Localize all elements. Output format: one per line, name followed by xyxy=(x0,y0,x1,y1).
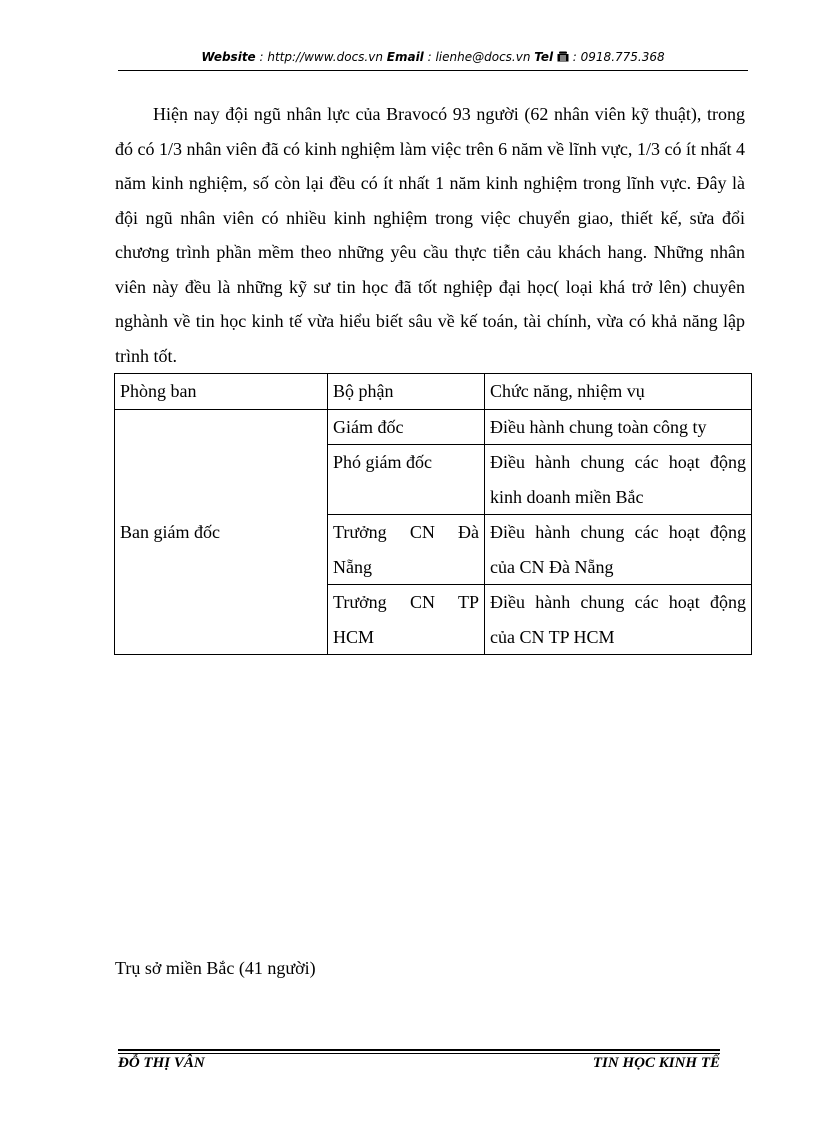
page-header xyxy=(118,50,748,65)
unit-line: Trưởng CN Đà xyxy=(333,522,479,542)
unit-cell xyxy=(328,585,485,655)
header-cell-unit: Bộ phận xyxy=(328,374,485,410)
email-value: : lienhe@docs.vn xyxy=(423,50,535,64)
footer-divider-thin xyxy=(118,1053,720,1054)
header-divider xyxy=(118,70,748,71)
unit-cell: Giám đốc xyxy=(328,409,485,445)
email-label: Email xyxy=(386,50,424,64)
duty-line: Điều hành chung các hoạt động xyxy=(490,452,746,472)
unit-cell xyxy=(328,515,485,585)
footer-subject: TIN HỌC KINH TẾ xyxy=(592,1055,720,1071)
intro-paragraph: Hiện nay đội ngũ nhân lực của Bravocó 93 người (62 nhân viên kỹ thuật), trong đó có 1/3 nhân viên đã có kinh nghiệm làm việc trên 6 năm về lĩnh vực, 1/3 có ít nhất 4 năm kinh nghiệm, số còn lại đều có ít nhất 1 năm kinh nghiệm trong lĩnh vực. Đây là đội ngũ nhân viên có nhiều kinh nghiệm trong việc chuyển giao, thiết kế, sửa đổi chương trình phần mềm theo những yêu cầu thực tiễn cảu khách hang. Những nhân viên này đều là những kỹ sư tin học đã tốt nghiệp đại học( loại khá trở lên) chuyên nghành về tin học kinh tế vừa hiểu biết sâu về kế toán, tài chính, vừa có khả năng lập trình tốt. xyxy=(115,104,745,366)
footer-author: ĐỖ THỊ VÂN xyxy=(118,1055,205,1071)
duty-line: của CN TP HCM xyxy=(490,626,615,647)
duty-cell xyxy=(485,585,752,655)
footer-divider xyxy=(118,1049,720,1051)
unit-line: Nẵng xyxy=(333,556,372,577)
header-cell-duty: Chức năng, nhiệm vụ xyxy=(485,374,752,410)
duty-cell xyxy=(485,445,752,515)
duty-cell: Điều hành chung toàn công ty xyxy=(485,409,752,445)
duty-line: Điều hành chung các hoạt động xyxy=(490,522,746,542)
website-value: : http://www.docs.vn xyxy=(255,50,387,64)
phone-icon xyxy=(557,51,569,65)
duty-line: kinh doanh miền Bắc xyxy=(490,486,644,507)
unit-line: Trưởng CN TP xyxy=(333,592,479,612)
table-header-row xyxy=(115,374,752,410)
duty-line: Điều hành chung các hoạt động xyxy=(490,592,746,612)
tel-label: Tel xyxy=(534,50,554,64)
tel-value: : 0918.775.368 xyxy=(568,50,665,64)
table-row xyxy=(115,409,752,445)
duty-line: của CN Đà Nẵng xyxy=(490,556,614,577)
header-cell-department: Phòng ban xyxy=(115,374,328,410)
duty-cell xyxy=(485,515,752,585)
unit-line: HCM xyxy=(333,626,375,647)
unit-cell: Phó giám đốc xyxy=(328,445,485,515)
branch-heading: Trụ sở miền Bắc (41 người) xyxy=(115,958,316,978)
website-label: Website xyxy=(201,50,256,64)
org-table xyxy=(114,373,752,655)
department-cell: Ban giám đốc xyxy=(115,409,328,655)
